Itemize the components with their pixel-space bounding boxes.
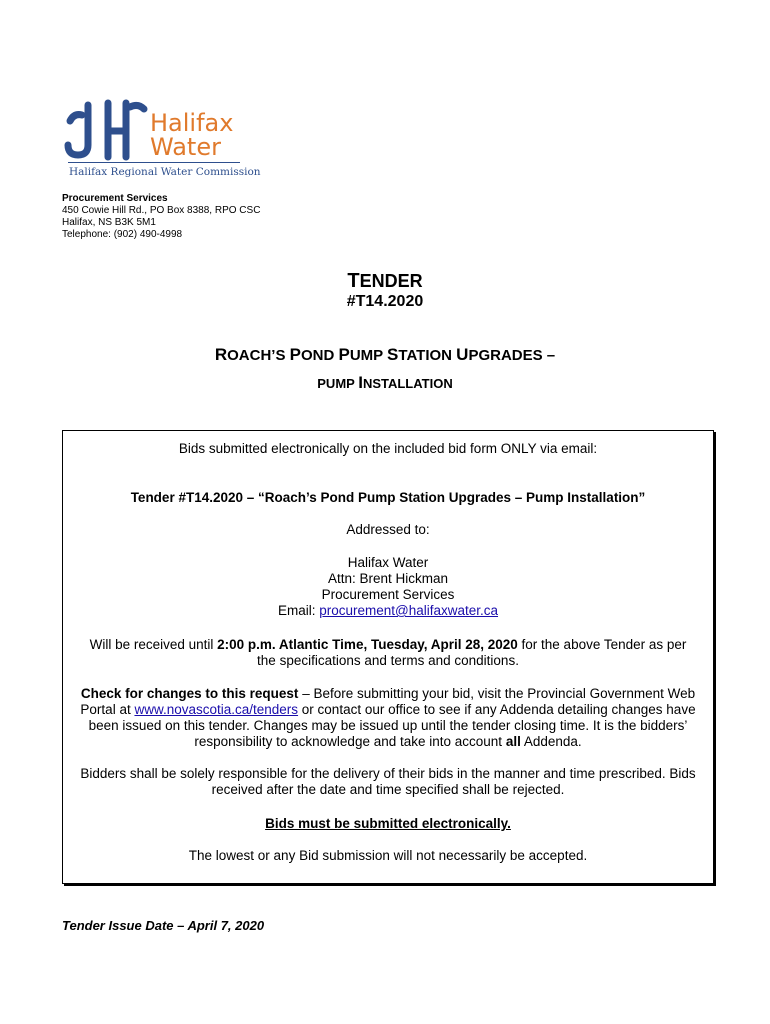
submission-instructions-box — [62, 430, 714, 884]
project-title-line1: ROACH’S POND PUMP STATION UPGRADES – — [214, 345, 556, 364]
halifax-water-logo — [64, 99, 261, 181]
tender-number: #T14.2020 — [346, 293, 424, 310]
recipient-email-line: Email: procurement@halifaxwater.ca — [277, 603, 499, 618]
tender-heading-first: T — [347, 270, 360, 292]
electronic-submission-notice: Bids must be submitted electronically. — [265, 816, 511, 831]
check-changes-line1: Check for changes to this request – Before submitting your bid, visit the Provincial Government Web — [80, 686, 696, 701]
check-changes-line2: Portal at www.novascotia.ca/tenders or contact our office to see if any Addenda detailing changes have — [80, 702, 696, 717]
deadline-datetime: 2:00 p.m. Atlantic Time, Tuesday, April 28, 2020 — [217, 637, 518, 652]
logo-subtitle: Halifax Regional Water Commission — [69, 166, 261, 178]
check-changes-line3: been issued on this tender. Changes may be issued up until the tender closing time. It is the bidders’ — [88, 718, 688, 733]
recipient-org: Halifax Water — [347, 555, 429, 570]
tender-heading-rest: ENDER — [359, 271, 423, 291]
department-name: Procurement Services — [62, 193, 168, 204]
email-link[interactable]: procurement@halifaxwater.ca — [319, 603, 499, 618]
street-address: 450 Cowie Hill Rd., PO Box 8388, RPO CSC — [62, 205, 261, 216]
halifax-water-mark-icon — [64, 99, 148, 161]
telephone: Telephone: (902) 490-4998 — [62, 229, 183, 240]
tender-issue-date: Tender Issue Date – April 7, 2020 — [62, 918, 265, 933]
recipient-dept: Procurement Services — [321, 587, 455, 602]
addressed-to-label: Addressed to: — [346, 522, 430, 537]
deadline-line1: Will be received until 2:00 p.m. Atlantic Time, Tuesday, April 28, 2020 for the above Tender as per — [89, 637, 687, 652]
lowest-bid-disclaimer: The lowest or any Bid submission will not necessarily be accepted. — [188, 848, 588, 863]
deadline-line2: the specifications and terms and conditions. — [257, 653, 519, 668]
submission-intro: Bids submitted electronically on the included bid form ONLY via email: — [178, 441, 598, 456]
logo-word-water: Water — [150, 133, 221, 161]
recipient-attn: Attn: Brent Hickman — [327, 571, 449, 586]
project-title-line2: PUMP INSTALLATION — [317, 373, 453, 392]
logo-divider — [68, 162, 240, 163]
tenders-portal-link[interactable]: www.novascotia.ca/tenders — [134, 702, 299, 717]
responsibility-line2: received after the date and time specified shall be rejected. — [211, 782, 565, 797]
address-block — [62, 193, 260, 241]
logo-word-halifax: Halifax — [150, 109, 234, 137]
tender-reference: Tender #T14.2020 – “Roach’s Pond Pump Station Upgrades – Pump Installation” — [130, 490, 646, 505]
check-changes-line4: responsibility to acknowledge and take into account all Addenda. — [194, 734, 582, 749]
responsibility-line1: Bidders shall be solely responsible for the delivery of their bids in the manner and time prescribed. Bids — [80, 766, 696, 781]
city-postal: Halifax, NS B3K 5M1 — [62, 217, 156, 228]
tender-heading — [0, 270, 770, 293]
